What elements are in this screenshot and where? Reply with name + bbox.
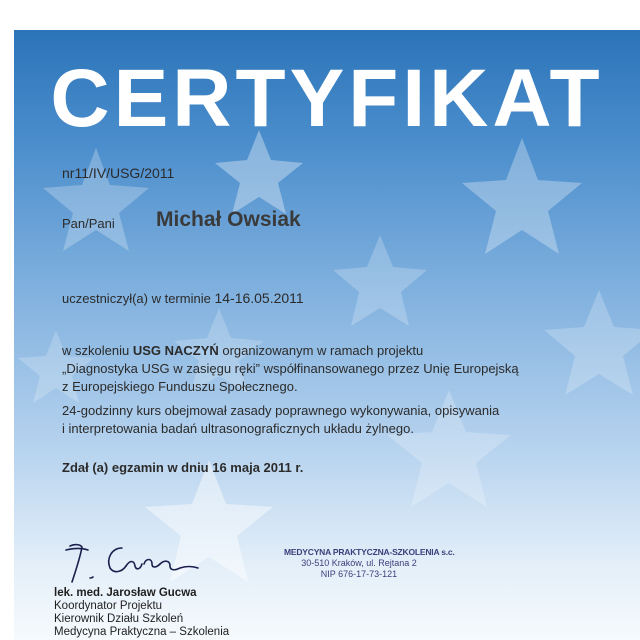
signatory-role: Medycyna Praktyczna – Szkolenia — [54, 626, 230, 638]
certificate-title: CERTYFIKAT — [50, 53, 604, 144]
stamp-nip: NIP 676-17-73-121 — [320, 569, 398, 579]
training-name: USG NACZYŃ — [132, 343, 219, 358]
star-shape — [462, 138, 582, 254]
signatory-role: Kierownik Działu Szkoleń — [54, 613, 184, 625]
project-line: „Diagnostyka USG w zasięgu ręki” współfinansowanego przez Unię Europejską — [62, 361, 519, 376]
star-shape — [43, 148, 149, 251]
recipient-name: Michał Owsiak — [156, 208, 301, 231]
handwritten-signature — [60, 538, 210, 588]
signatory-role: Koordynator Projektu — [54, 600, 163, 612]
certificate-number: nr11/IV/USG/2011 — [62, 165, 175, 181]
course-description — [62, 402, 499, 438]
certificate-sheet — [14, 30, 640, 640]
training-line — [62, 342, 519, 360]
training-suffix: organizowanym w ramach projektu — [218, 343, 424, 358]
star-shape — [544, 290, 640, 395]
stamp-company: MEDYCYNA PRAKTYCZNA-SZKOLENIA s.c. — [284, 547, 455, 557]
recipient-label: Pan/Pani — [62, 216, 115, 231]
course-line: i interpretowania badań ultrasonograficznych układu żylnego. — [62, 421, 414, 436]
participation-date: 14-16.05.2011 — [214, 290, 304, 306]
exam-statement: Zdał (a) egzamin w dniu 16 maja 2011 r. — [62, 460, 304, 475]
participation-text: uczestniczył(a) w terminie — [62, 291, 211, 306]
fund-line: z Europejskiego Funduszu Społecznego. — [62, 379, 298, 394]
company-stamp — [284, 547, 455, 580]
training-prefix: w szkoleniu — [62, 343, 133, 358]
course-line: 24-godzinny kurs obejmował zasady poprawnego wykonywania, opisywania — [62, 403, 500, 418]
participation-line — [62, 290, 304, 306]
signatory-name: lek. med. Jarosław Gucwa — [54, 587, 197, 599]
star-shape — [333, 235, 427, 326]
training-description — [62, 342, 519, 396]
stamp-address: 30-510 Kraków, ul. Rejtana 2 — [301, 558, 417, 568]
signatory-block — [54, 587, 229, 639]
